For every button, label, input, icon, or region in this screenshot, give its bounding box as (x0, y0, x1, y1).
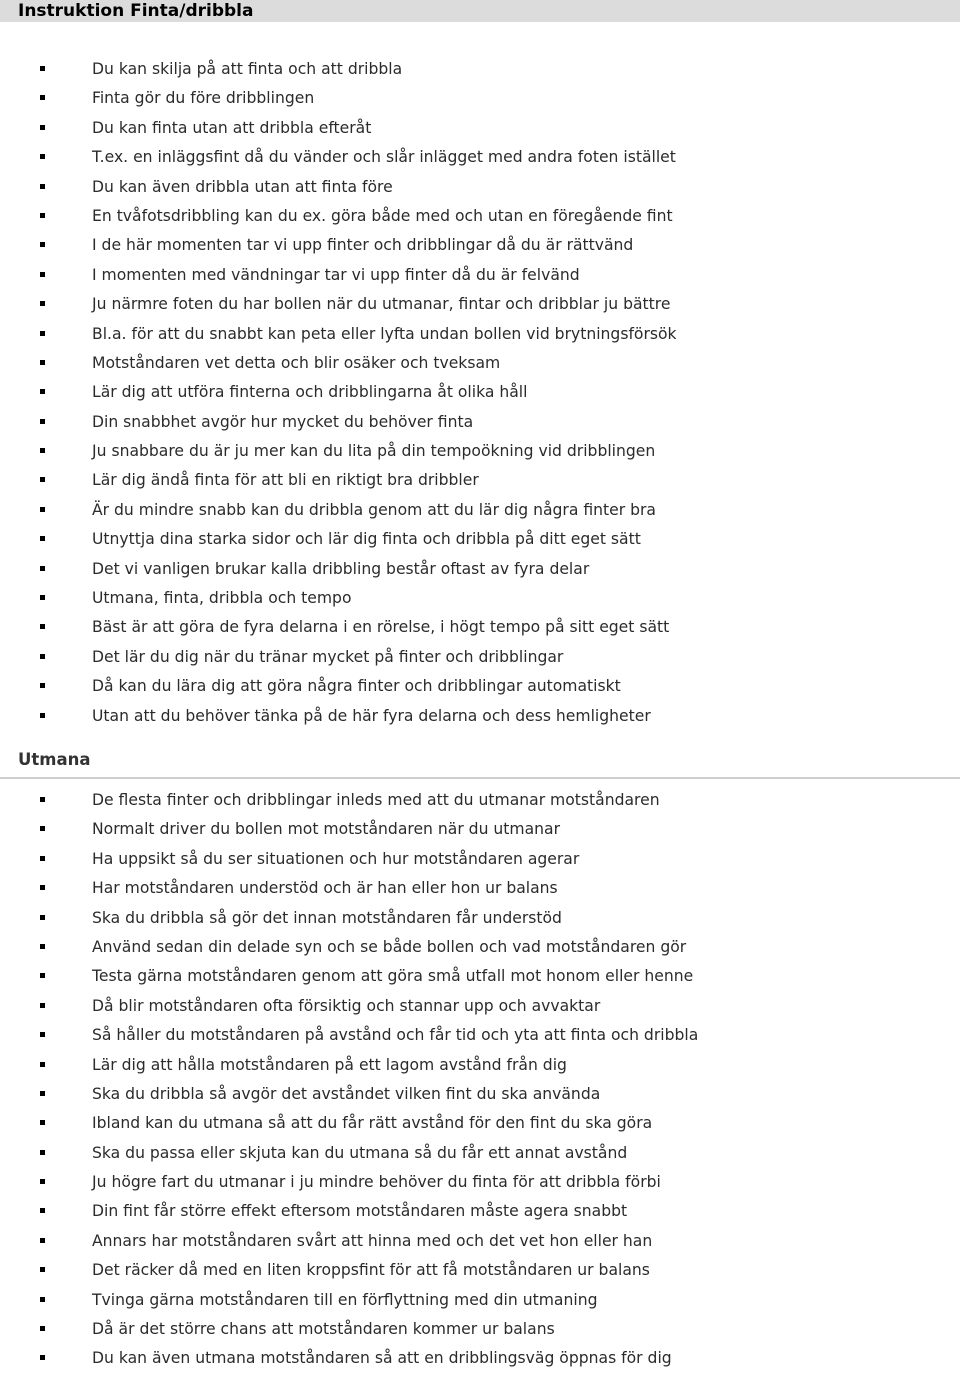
list-item-text: Då kan du lära dig att göra några finter och dribblingar automatiskt (92, 677, 621, 696)
list-item-text: Din fint får större effekt eftersom motståndaren måste agera snabbt (92, 1202, 628, 1221)
list-item-text: Finta gör du före dribblingen (92, 89, 315, 108)
list-item-text: Det lär du dig när du tränar mycket på finter och dribblingar (92, 647, 564, 666)
square-bullet-icon (40, 1150, 45, 1155)
list-item-text: Tvinga gärna motståndaren till en förflyttning med din utmaning (92, 1290, 598, 1309)
square-bullet-icon (40, 1062, 45, 1067)
square-bullet-icon (40, 944, 45, 949)
square-bullet-icon (40, 1267, 45, 1272)
list-item-text: En tvåfotsdribbling kan du ex. göra både med och utan en föregående fint (92, 206, 673, 225)
list-item-text: Lär dig att utföra finterna och dribblingarna åt olika håll (92, 383, 528, 402)
list-item-text: Ju högre fart du utmanar i ju mindre behöver du finta för att dribbla förbi (92, 1173, 661, 1192)
list-item-text: Ska du passa eller skjuta kan du utmana så du får ett annat avstånd (92, 1143, 628, 1162)
list-item (0, 290, 960, 319)
list-item (0, 962, 960, 991)
list-item (0, 1315, 960, 1344)
list-item (0, 231, 960, 260)
list-item (0, 1080, 960, 1109)
list-item (0, 643, 960, 672)
list-item-text: De flesta finter och dribblingar inleds med att du utmanar motståndaren (92, 791, 660, 809)
list-item (0, 1256, 960, 1285)
square-bullet-icon (40, 360, 45, 365)
list-item-text: Motståndaren vet detta och blir osäker och tveksam (92, 353, 501, 372)
square-bullet-icon (40, 95, 45, 100)
list-item-text: Ska du dribbla så avgör det avståndet vilken fint du ska använda (92, 1084, 601, 1103)
list-item-text: Utmana, finta, dribbla och tempo (92, 589, 352, 608)
list-item (0, 525, 960, 554)
list-item-text: Har motståndaren understöd och är han eller hon ur balans (92, 879, 558, 898)
square-bullet-icon (40, 1003, 45, 1008)
list-item (0, 702, 960, 731)
square-bullet-icon (40, 1238, 45, 1243)
list-item (0, 408, 960, 437)
list-item-text: Utnyttja dina starka sidor och lär dig finta och dribbla på ditt eget sätt (92, 530, 641, 549)
square-bullet-icon (40, 624, 45, 629)
list-item-text: Din snabbhet avgör hur mycket du behöver finta (92, 412, 474, 431)
list-item-text: Bl.a. för att du snabbt kan peta eller lyfta undan bollen vid brytningsförsök (92, 324, 677, 343)
list-item-text: Annars har motståndaren svårt att hinna med och det vet hon eller han (92, 1231, 653, 1250)
list-item (0, 261, 960, 290)
square-bullet-icon (40, 566, 45, 571)
square-bullet-icon (40, 856, 45, 861)
list-item (0, 349, 960, 378)
square-bullet-icon (40, 654, 45, 659)
square-bullet-icon (40, 1091, 45, 1096)
list-item-text: I momenten med vändningar tar vi upp finter då du är felvänd (92, 265, 580, 284)
square-bullet-icon (40, 66, 45, 71)
list-item (0, 845, 960, 874)
list-item-text: Ju snabbare du är ju mer kan du lita på din tempoökning vid dribblingen (92, 442, 656, 461)
utmana-bullet-list (0, 786, 960, 1374)
list-item (0, 555, 960, 584)
square-bullet-icon (40, 125, 45, 130)
list-item (0, 904, 960, 933)
section-heading-utmana: Utmana (18, 750, 91, 769)
square-bullet-icon (40, 331, 45, 336)
list-item (0, 874, 960, 903)
list-item-text: Utan att du behöver tänka på de här fyra delarna och dess hemligheter (92, 706, 651, 725)
square-bullet-icon (40, 1297, 45, 1302)
list-item-text: Du kan skilja på att finta och att dribbla (92, 60, 403, 78)
list-item (0, 1197, 960, 1226)
list-item (0, 1139, 960, 1168)
list-item (0, 378, 960, 407)
square-bullet-icon (40, 301, 45, 306)
list-item-text: Då är det större chans att motståndaren kommer ur balans (92, 1320, 555, 1339)
square-bullet-icon (40, 1032, 45, 1037)
square-bullet-icon (40, 419, 45, 424)
list-item (0, 1227, 960, 1256)
list-item-text: Testa gärna motståndaren genom att göra små utfall mot honom eller henne (92, 967, 694, 986)
list-item-text: Ha uppsikt så du ser situationen och hur motståndaren agerar (92, 849, 580, 868)
square-bullet-icon (40, 507, 45, 512)
square-bullet-icon (40, 1326, 45, 1331)
list-item (0, 1021, 960, 1050)
list-item-text: Du kan även utmana motståndaren så att en dribblingsväg öppnas för dig (92, 1349, 672, 1368)
list-item-text: Ibland kan du utmana så att du får rätt avstånd för den fint du ska göra (92, 1114, 653, 1133)
list-item (0, 1109, 960, 1138)
list-item-text: I de här momenten tar vi upp finter och dribblingar då du är rättvänd (92, 236, 634, 255)
list-item (0, 496, 960, 525)
square-bullet-icon (40, 389, 45, 394)
list-item (0, 1286, 960, 1315)
list-item (0, 786, 960, 815)
list-item (0, 320, 960, 349)
square-bullet-icon (40, 1208, 45, 1213)
list-item-text: Lär dig att hålla motståndaren på ett lagom avstånd från dig (92, 1055, 567, 1074)
list-item (0, 437, 960, 466)
square-bullet-icon (40, 154, 45, 159)
square-bullet-icon (40, 272, 45, 277)
list-item-text: Då blir motståndaren ofta försiktig och stannar upp och avvaktar (92, 996, 601, 1015)
list-item (0, 672, 960, 701)
square-bullet-icon (40, 915, 45, 920)
list-item (0, 815, 960, 844)
list-item (0, 1051, 960, 1080)
square-bullet-icon (40, 713, 45, 718)
list-item-text: Ju närmre foten du har bollen när du utmanar, fintar och dribblar ju bättre (92, 295, 671, 314)
square-bullet-icon (40, 448, 45, 453)
list-item-text: Det vi vanligen brukar kalla dribbling består oftast av fyra delar (92, 559, 590, 578)
list-item-text: Bäst är att göra de fyra delarna i en rörelse, i högt tempo på sitt eget sätt (92, 618, 670, 637)
list-item-text: Lär dig ändå finta för att bli en riktigt bra dribbler (92, 471, 479, 490)
list-item-text: Du kan finta utan att dribbla efteråt (92, 118, 372, 137)
square-bullet-icon (40, 213, 45, 218)
list-item (0, 1344, 960, 1373)
list-item (0, 613, 960, 642)
list-item-text: Använd sedan din delade syn och se både bollen och vad motståndaren gör (92, 937, 687, 956)
square-bullet-icon (40, 595, 45, 600)
list-item (0, 202, 960, 231)
square-bullet-icon (40, 1120, 45, 1125)
list-item-text: Är du mindre snabb kan du dribbla genom att du lär dig några finter bra (92, 500, 656, 519)
section-divider (0, 777, 960, 779)
document-title: Instruktion Finta/dribbla (18, 1, 254, 21)
square-bullet-icon (40, 1355, 45, 1360)
list-item (0, 143, 960, 172)
square-bullet-icon (40, 826, 45, 831)
square-bullet-icon (40, 797, 45, 802)
list-item (0, 584, 960, 613)
square-bullet-icon (40, 885, 45, 890)
square-bullet-icon (40, 683, 45, 688)
list-item (0, 466, 960, 495)
square-bullet-icon (40, 973, 45, 978)
list-item-text: Normalt driver du bollen mot motståndaren när du utmanar (92, 820, 561, 839)
list-item-text: Det räcker då med en liten kroppsfint för att få motståndaren ur balans (92, 1261, 650, 1280)
list-item (0, 55, 960, 84)
square-bullet-icon (40, 477, 45, 482)
square-bullet-icon (40, 536, 45, 541)
intro-bullet-list (0, 55, 960, 731)
square-bullet-icon (40, 184, 45, 189)
square-bullet-icon (40, 1179, 45, 1184)
list-item-text: Du kan även dribbla utan att finta före (92, 177, 393, 196)
list-item-text: Ska du dribbla så gör det innan motståndaren får understöd (92, 908, 562, 927)
list-item (0, 173, 960, 202)
list-item (0, 992, 960, 1021)
list-item-text: Så håller du motståndaren på avstånd och får tid och yta att finta och dribbla (92, 1026, 699, 1045)
list-item-text: T.ex. en inläggsfint då du vänder och slår inlägget med andra foten istället (92, 148, 676, 167)
list-item (0, 114, 960, 143)
square-bullet-icon (40, 242, 45, 247)
list-item (0, 84, 960, 113)
list-item (0, 933, 960, 962)
list-item (0, 1168, 960, 1197)
